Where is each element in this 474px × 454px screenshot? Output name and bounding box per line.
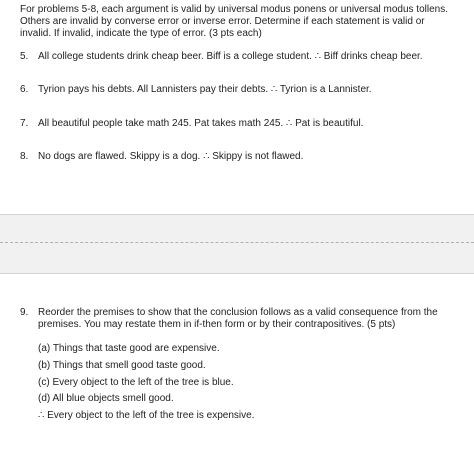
problem-7 — [20, 118, 363, 130]
instructions-line-3: invalid. If invalid, indicate the type of error. (3 pts each) — [20, 28, 262, 39]
premise-a: (a) Things that taste good are expensive. — [38, 343, 220, 354]
page-break-divider — [0, 242, 474, 243]
premise-b: (b) Things that smell good taste good. — [38, 360, 206, 371]
problem-9-instructions — [38, 307, 460, 331]
problem-6-text: Tyrion pays his debts. All Lannisters pay their debts. ∴ Tyrion is a Lannister. — [38, 84, 372, 95]
problem-8-text: No dogs are flawed. Skippy is a dog. ∴ Skippy is not flawed. — [38, 151, 304, 162]
problem-5-text: All college students drink cheap beer. Biff is a college student. ∴ Biff drinks cheap beer. — [38, 51, 423, 62]
problem-9 — [20, 307, 460, 331]
problem-6 — [20, 84, 372, 96]
page-break-band — [0, 214, 474, 274]
problem-7-text: All beautiful people take math 245. Pat takes math 245. ∴ Pat is beautiful. — [38, 118, 364, 129]
problem-7-number: 7. — [20, 118, 29, 129]
conclusion: ∴ Every object to the left of the tree is expensive. — [38, 410, 255, 421]
problem-5-number: 5. — [20, 51, 29, 62]
problem-5 — [20, 51, 423, 63]
instructions — [20, 4, 460, 40]
problem-6-number: 6. — [20, 84, 29, 95]
problem-9-number: 9. — [20, 307, 29, 318]
problem-9-line-2: premises. You may restate them in if-then form or by their contrapositives. (5 pts) — [38, 319, 396, 330]
problem-9-line-1: Reorder the premises to show that the conclusion follows as a valid consequence from the — [38, 307, 438, 318]
problem-8 — [20, 151, 303, 163]
premise-c: (c) Every object to the left of the tree is blue. — [38, 377, 234, 388]
instructions-line-1: For problems 5-8, each argument is valid by universal modus ponens or universal modus tollens. — [20, 4, 448, 15]
instructions-line-2: Others are invalid by converse error or inverse error. Determine if each statement is valid or — [20, 16, 425, 27]
problem-8-number: 8. — [20, 151, 29, 162]
premise-d: (d) All blue objects smell good. — [38, 393, 174, 404]
